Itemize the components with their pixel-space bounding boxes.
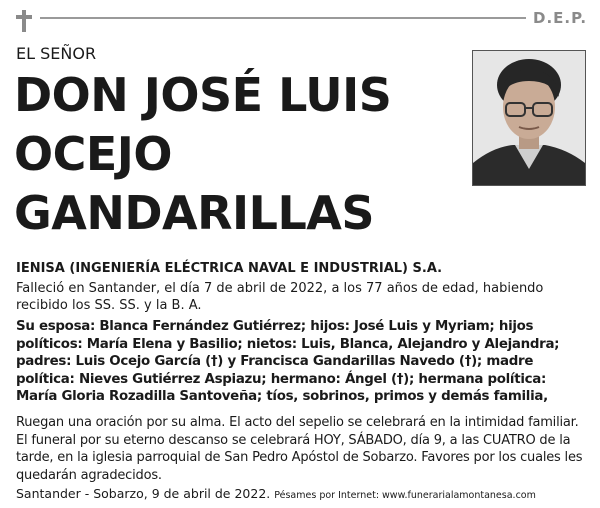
condolences-link[interactable]: Pésames por Internet: www.funerarialamontanesa.com [274, 490, 536, 501]
portrait-photo [472, 50, 586, 186]
funeral-details: Ruegan una oración por su alma. El acto del sepelio se celebrará en la intimidad familiar. El funeral por su eterno descanso se celebrará HOY, SÁBADO, día 9, a las CUATRO de la tarde, en la iglesia parroquial de San Pedro Apóstol de Sobarzo. Favores por los cuales les quedarán agradecidos. [16, 415, 583, 483]
cross-icon [16, 10, 32, 32]
death-notice: Falleció en Santander, el día 7 de abril de 2022, a los 77 años de edad, habiendo recibido los SS. SS. y la B. A. [16, 281, 544, 313]
name-line-3: GANDARILLAS [14, 186, 375, 240]
deceased-name [14, 66, 454, 243]
footer [16, 486, 536, 501]
company-line: IENISA (INGENIERÍA ELÉCTRICA NAVAL E INDUSTRIAL) S.A. [16, 261, 443, 276]
name-line-1: DON JOSÉ LUIS [14, 68, 392, 122]
portrait-image [473, 51, 585, 185]
family-list: Su esposa: Blanca Fernández Gutiérrez; hijos: José Luis y Myriam; hijos políticos: María Elena y Basilio; nietos: Luis, Blanca, Alejandro y Alejandra; padres: Luis Ocejo García (†) y Francisca Gandarillas Navedo (†); madre política: Nieves Gutiérrez Aspiazu; hermano: Ángel (†); hermana política: María Gloria Rozadilla Santoveña; tíos, sobrinos, primos y demás familia, [16, 319, 560, 404]
header-bar [0, 0, 600, 36]
header-rule [40, 17, 526, 19]
name-line-2: OCEJO [14, 127, 173, 181]
title-prefix: EL SEÑOR [16, 44, 97, 63]
dep-label: D.E.P. [533, 9, 588, 27]
place-date: Santander - Sobarzo, 9 de abril de 2022. [16, 486, 271, 501]
